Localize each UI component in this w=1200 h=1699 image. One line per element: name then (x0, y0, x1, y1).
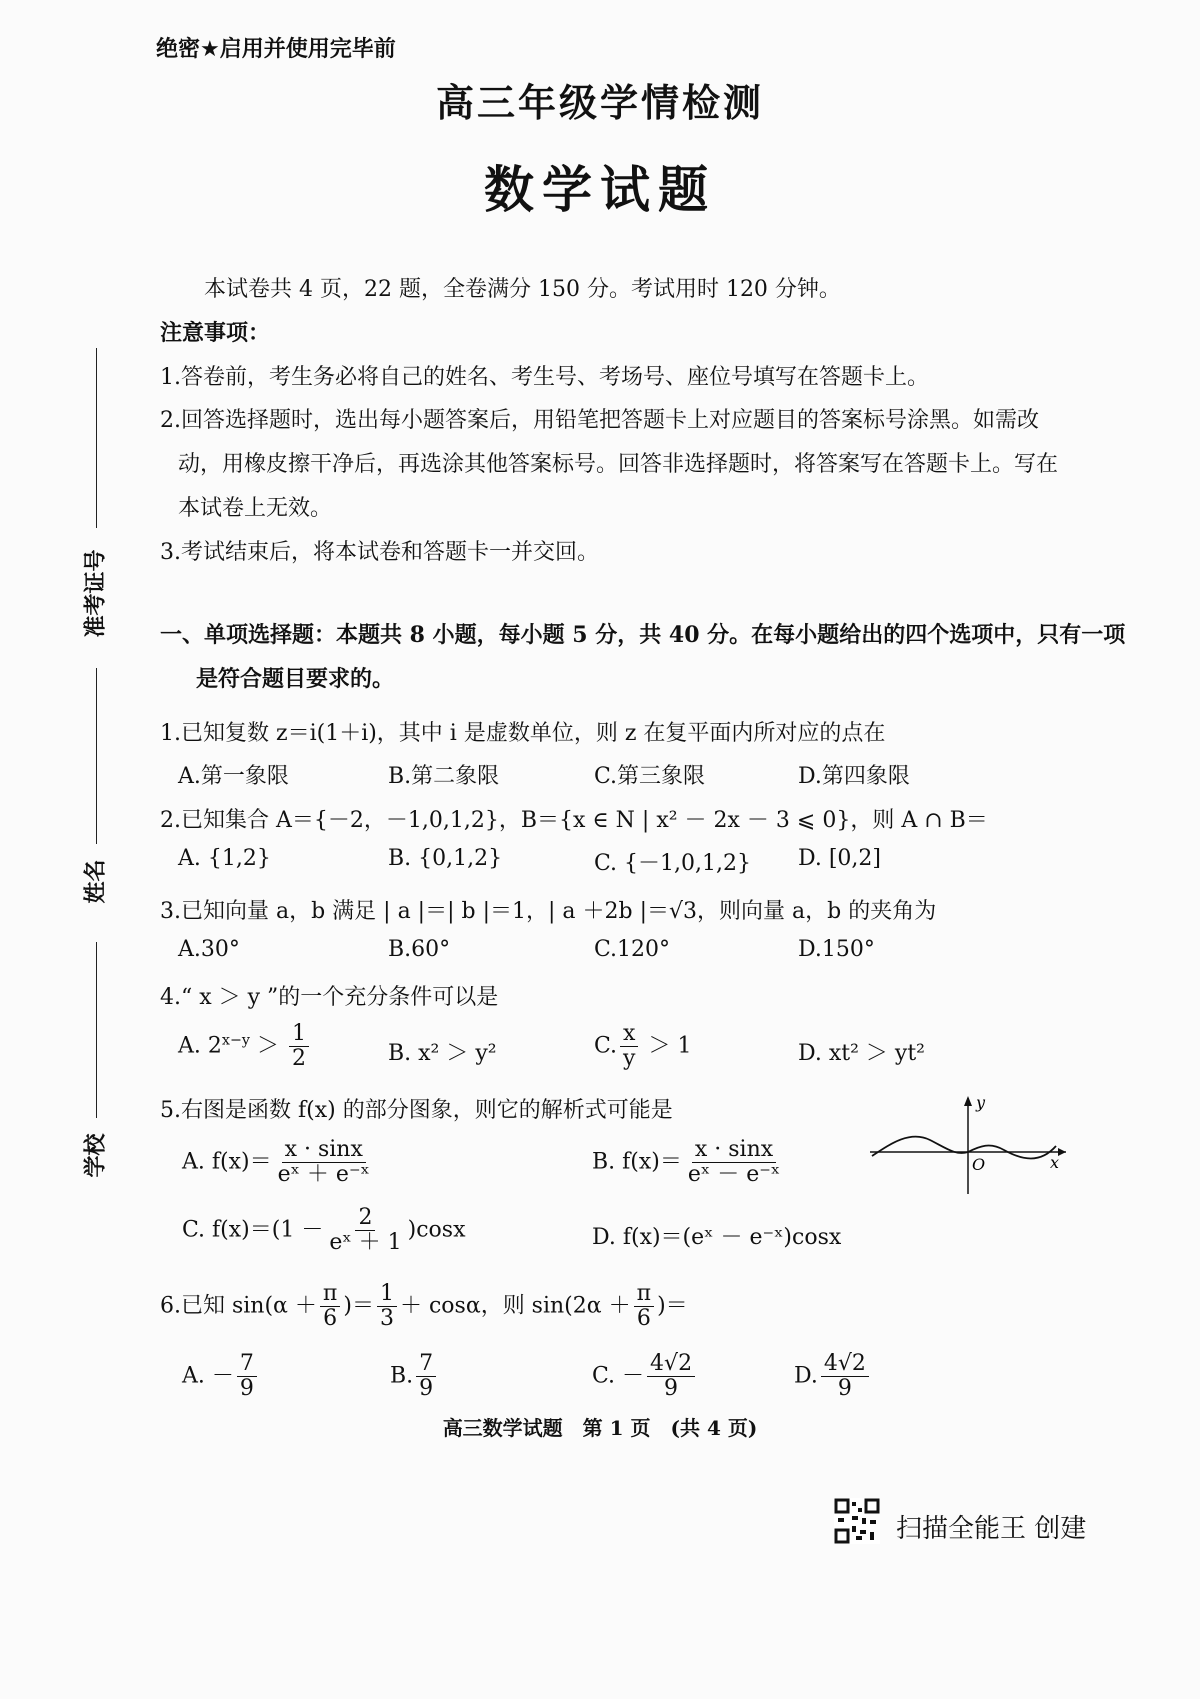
section-1-line1: 一、单项选择题：本题共 8 小题，每小题 5 分，共 40 分。在每小题给出的四个选项中，只有一项 (160, 622, 1126, 648)
q5-option-a (182, 1138, 376, 1187)
q6-a-label: A. － (182, 1363, 234, 1389)
q1-option-a: A.第一象限 (178, 764, 289, 789)
q6-d-fraction (821, 1352, 869, 1401)
q2-option-c: C. {－1,0,1,2} (594, 851, 751, 876)
q5-b-denominator: eˣ － e⁻ˣ (687, 1162, 781, 1188)
q2-option-b: B. {0,1,2} (388, 846, 503, 871)
note-2-line3: 本试卷上无效。 (178, 496, 333, 521)
school-line (96, 942, 97, 1118)
q3-option-b: B.60° (388, 937, 451, 962)
q4-a-numerator: 1 (289, 1022, 309, 1047)
q6-option-b (390, 1352, 439, 1401)
note-3: 3.考试结束后，将本试卷和答题卡一并交回。 (160, 540, 599, 565)
subject-title: 数学试题 (484, 160, 716, 219)
q6-option-d (794, 1352, 872, 1401)
q4-option-a (178, 1022, 312, 1071)
note-2-line1: 2.回答选择题时，选出每小题答案后，用铅笔把答题卡上对应题目的答案标号涂黑。如需改 (160, 408, 1039, 433)
q5-function-graph (870, 1094, 1070, 1194)
q4-option-d: D. xt² ＞ yt² (798, 1041, 925, 1066)
name-line (96, 668, 97, 844)
graph-x-label: x (1050, 1153, 1060, 1172)
q5-option-d: D. f(x)＝(eˣ － e⁻ˣ)cosx (592, 1225, 842, 1250)
exam-id-label: 准考证号 (83, 549, 109, 638)
q4-c-relation: ＞ 1 (641, 1033, 692, 1059)
q4-c-fraction (620, 1022, 638, 1071)
q6-b-fraction (416, 1352, 436, 1401)
q6-d-den: 9 (837, 1376, 852, 1402)
q4-stem: 4.“ x ＞ y ”的一个充分条件可以是 (160, 985, 499, 1010)
exam-title: 高三年级学情检测 (435, 80, 764, 125)
q5-a-denominator: eˣ ＋ e⁻ˣ (277, 1162, 370, 1188)
q6-a-fraction (237, 1352, 257, 1401)
q3-stem: 3.已知向量 a，b 满足 | a |＝| b |＝1，| a ＋2b |＝√3，则向量 a，b 的夹角为 (160, 899, 937, 924)
q5-a-fraction (275, 1138, 373, 1187)
q6-c-fraction (647, 1352, 695, 1401)
q6-c-label: C. － (592, 1363, 645, 1389)
q5-stem: 5.右图是函数 f(x) 的部分图象，则它的解析式可能是 (160, 1098, 673, 1123)
q5-c-numerator: 2 (355, 1206, 375, 1231)
scanner-brand: 扫描全能王 创建 (896, 1514, 1087, 1544)
q6-frac3-num: π (634, 1282, 654, 1307)
q6-option-a (182, 1352, 260, 1401)
section-1-line2: 是符合题目要求的。 (196, 666, 395, 692)
q6-stem (160, 1282, 688, 1331)
q3-option-d: D.150° (798, 937, 875, 962)
q6-frac1 (320, 1282, 340, 1331)
graph-origin-label: O (972, 1155, 986, 1174)
q1-stem: 1.已知复数 z＝i(1＋i)，其中 i 是虚数单位，则 z 在复平面内所对应的点在 (160, 721, 886, 746)
q5-b-numerator: x · sinx (692, 1138, 776, 1163)
exam-id-line (96, 348, 97, 528)
q5-a-numerator: x · sinx (282, 1138, 366, 1163)
confidential-notice: 绝密★启用并使用完毕前 (156, 37, 396, 62)
q6-a-den: 9 (239, 1376, 254, 1402)
q6-frac1-den: 6 (323, 1306, 338, 1332)
q5-b-label: B. f(x)＝ (592, 1149, 682, 1175)
page-footer: 高三数学试题 第 1 页 (共 4 页) (442, 1416, 758, 1440)
q6-stem-part4: )＝ (657, 1293, 688, 1319)
graph-x-arrow (1058, 1148, 1066, 1156)
q6-c-num: 4√2 (647, 1352, 695, 1377)
q6-a-num: 7 (237, 1352, 257, 1377)
q6-c-den: 9 (664, 1376, 679, 1402)
q3-option-c: C.120° (594, 937, 671, 962)
q4-a-relation: ＞ (250, 1033, 286, 1059)
q4-c-numerator: x (620, 1022, 638, 1047)
q5-c-denominator: eˣ ＋ 1 (329, 1230, 402, 1256)
q6-b-den: 9 (419, 1376, 434, 1402)
note-2-line2: 动，用橡皮擦干净后，再选涂其他答案标号。回答非选择题时，将答案写在答题卡上。写在 (178, 452, 1059, 477)
q6-d-label: D. (794, 1363, 818, 1389)
q5-option-b (592, 1138, 786, 1187)
q6-frac2-den: 3 (379, 1306, 394, 1332)
notes-heading: 注意事项： (160, 320, 271, 346)
graph-y-label: y (976, 1094, 986, 1112)
q1-option-c: C.第三象限 (594, 764, 706, 789)
q6-stem-part1: 6.已知 sin(α ＋ (160, 1293, 317, 1319)
q6-b-num: 7 (416, 1352, 436, 1377)
q6-stem-part2: )＝ (343, 1293, 374, 1319)
q2-stem: 2.已知集合 A＝{－2，－1,0,1,2}，B＝{x ∈ N | x² － 2x － 3 ⩽ 0}，则 A ∩ B＝ (160, 808, 988, 833)
qr-code-icon (834, 1498, 880, 1544)
q4-a-fraction (289, 1022, 309, 1071)
q4-c-label: C. (594, 1033, 618, 1059)
exam-intro: 本试卷共 4 页，22 题，全卷满分 150 分。考试用时 120 分钟。 (204, 277, 841, 302)
q1-option-d: D.第四象限 (798, 764, 910, 789)
graph-y-arrow (964, 1096, 972, 1106)
q5-c-tail: )cosx (407, 1217, 466, 1243)
q6-frac3 (634, 1282, 654, 1331)
q4-a-exponent: x−y (221, 1032, 250, 1049)
q6-b-label: B. (390, 1363, 414, 1389)
q5-c-fraction (326, 1206, 404, 1255)
q6-d-num: 4√2 (821, 1352, 869, 1377)
q4-option-c (594, 1022, 691, 1071)
q2-option-a: A. {1,2} (178, 846, 271, 871)
q6-frac3-den: 6 (636, 1306, 651, 1332)
q2-option-d: D. [0,2] (798, 846, 881, 871)
q1-option-b: B.第二象限 (388, 764, 500, 789)
q3-option-a: A.30° (178, 937, 240, 962)
q5-a-label: A. f(x)＝ (182, 1149, 272, 1175)
q4-a-denominator: 2 (292, 1046, 306, 1072)
q6-frac2-num: 1 (377, 1282, 397, 1307)
q4-option-b: B. x² ＞ y² (388, 1041, 497, 1066)
school-label: 学校 (83, 1133, 109, 1178)
q6-frac1-num: π (320, 1282, 340, 1307)
q5-option-c (182, 1206, 466, 1255)
q5-b-fraction (685, 1138, 783, 1187)
q6-stem-part3: ＋ cosα，则 sin(2α ＋ (399, 1293, 631, 1319)
name-label: 姓名 (83, 859, 109, 904)
q4-c-denominator: y (623, 1046, 636, 1072)
q4-a-base: A. 2 (178, 1033, 222, 1059)
graph-curve (872, 1137, 1056, 1159)
note-1: 1.答卷前，考生务必将自己的姓名、考生号、考场号、座位号填写在答题卡上。 (160, 365, 929, 390)
q5-c-label: C. f(x)＝(1 － (182, 1217, 324, 1243)
q6-frac2 (377, 1282, 397, 1331)
q6-option-c (592, 1352, 698, 1401)
